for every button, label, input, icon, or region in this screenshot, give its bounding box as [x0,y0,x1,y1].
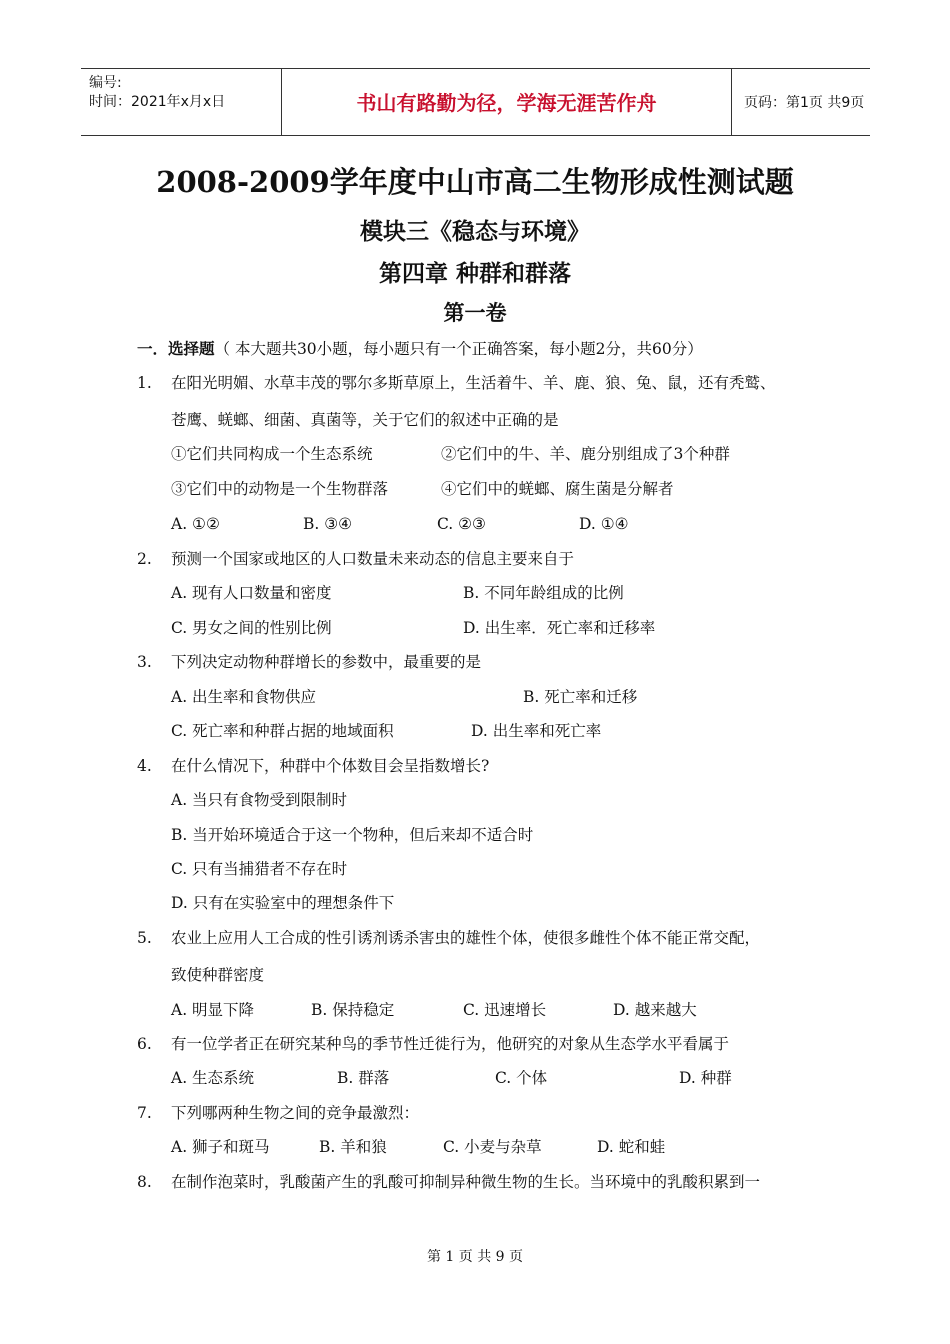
question-number: 8. [137,1173,152,1191]
chapter-title: 第四章 种群和群落 [378,260,571,287]
page-info: 页码：第1页 共9页 [744,95,865,111]
option-d: D. 越来越大 [613,1001,697,1019]
question-text: 下列决定动物种群增长的参数中，最重要的是 [171,653,482,671]
option-d: D. ①④ [579,515,629,533]
section-heading [137,339,837,359]
option-c: C. ②③ [437,515,486,533]
volume-title: 第一卷 [443,300,507,325]
question-number: 7. [137,1104,152,1122]
question-text: 有一位学者正在研究某种鸟的季节性迁徙行为，他研究的对象从生态学水平看属于 [171,1035,730,1053]
option-a: A. 当只有食物受到限制时 [171,791,348,809]
header-meta [81,69,281,135]
question-text: 致使种群密度 [171,966,265,984]
question-number: 3. [137,653,152,671]
option-d: D. 只有在实验室中的理想条件下 [171,894,395,912]
question-number: 6. [137,1035,152,1053]
option-b: B. 羊和狼 [319,1138,387,1156]
option-b: B. 群落 [337,1069,390,1087]
module-title: 模块三《稳态与环境》 [360,218,590,245]
statement: ④它们中的蜣螂、腐生菌是分解者 [441,480,674,498]
page-header [81,68,870,136]
question-number: 5. [137,929,152,947]
option-d: D. 种群 [679,1069,732,1087]
option-b: B. 不同年龄组成的比例 [463,584,624,602]
question-number: 4. [137,757,152,775]
option-d: D. 出生率．死亡率和迁移率 [463,619,656,637]
option-b: B. 保持稳定 [311,1001,395,1019]
motto: 书山有路勤为径，学海无涯苦作舟 [281,69,732,135]
question-number: 2. [137,550,152,568]
option-a: A. 出生率和食物供应 [171,688,317,706]
section-label: 一．选择题 [137,339,215,358]
option-c: C. 男女之间的性别比例 [171,619,332,637]
option-c: C. 死亡率和种群占据的地域面积 [171,722,394,740]
section-desc: （ 本大题共30小题，每小题只有一个正确答案，每小题2分，共60分） [214,340,703,358]
page-footer: 第 1 页 共 9 页 [426,1249,524,1265]
statement: ③它们中的动物是一个生物群落 [171,480,389,498]
option-d: D. 蛇和蛙 [597,1138,666,1156]
option-b: B. ③④ [303,515,353,533]
option-b: B. 当开始环境适合于这一个物种，但后来却不适合时 [171,826,534,844]
question-text: 在制作泡菜时，乳酸菌产生的乳酸可抑制异种微生物的生长。当环境中的乳酸积累到一 [171,1173,761,1191]
option-a: A. 现有人口数量和密度 [171,584,332,602]
question-text: 苍鹰、蜣螂、细菌、真菌等，关于它们的叙述中正确的是 [171,411,559,429]
statement: ①它们共同构成一个生态系统 [171,445,373,463]
option-a: A. ①② [171,515,220,533]
option-c: C. 个体 [495,1069,548,1087]
option-a: A. 狮子和斑马 [171,1138,270,1156]
option-b: B. 死亡率和迁移 [523,688,638,706]
question-text: 预测一个国家或地区的人口数量未来动态的信息主要来自于 [171,550,575,568]
question-text: 在阳光明媚、水草丰茂的鄂尔多斯草原上，生活着牛、羊、鹿、狼、兔、鼠，还有秃鹫、 [171,374,776,392]
option-a: A. 生态系统 [171,1069,255,1087]
option-d: D. 出生率和死亡率 [471,722,602,740]
option-c: C. 小麦与杂草 [443,1138,542,1156]
question-text: 在什么情况下，种群中个体数目会呈指数增长? [171,757,490,775]
statement: ②它们中的牛、羊、鹿分别组成了3个种群 [441,445,730,463]
question-text: 下列哪两种生物之间的竞争最激烈： [171,1104,420,1122]
option-c: C. 只有当捕猎者不存在时 [171,860,348,878]
time-label: 时间：2021年x月x日 [89,94,226,110]
main-title: 2008-2009学年度中山市高二生物形成性测试题 [156,165,794,199]
option-c: C. 迅速增长 [463,1001,547,1019]
number-label: 编号: [89,75,122,91]
question-number: 1. [137,374,152,392]
option-a: A. 明显下降 [171,1001,255,1019]
question-text: 农业上应用人工合成的性引诱剂诱杀害虫的雄性个体，使很多雌性个体不能正常交配， [171,929,761,947]
